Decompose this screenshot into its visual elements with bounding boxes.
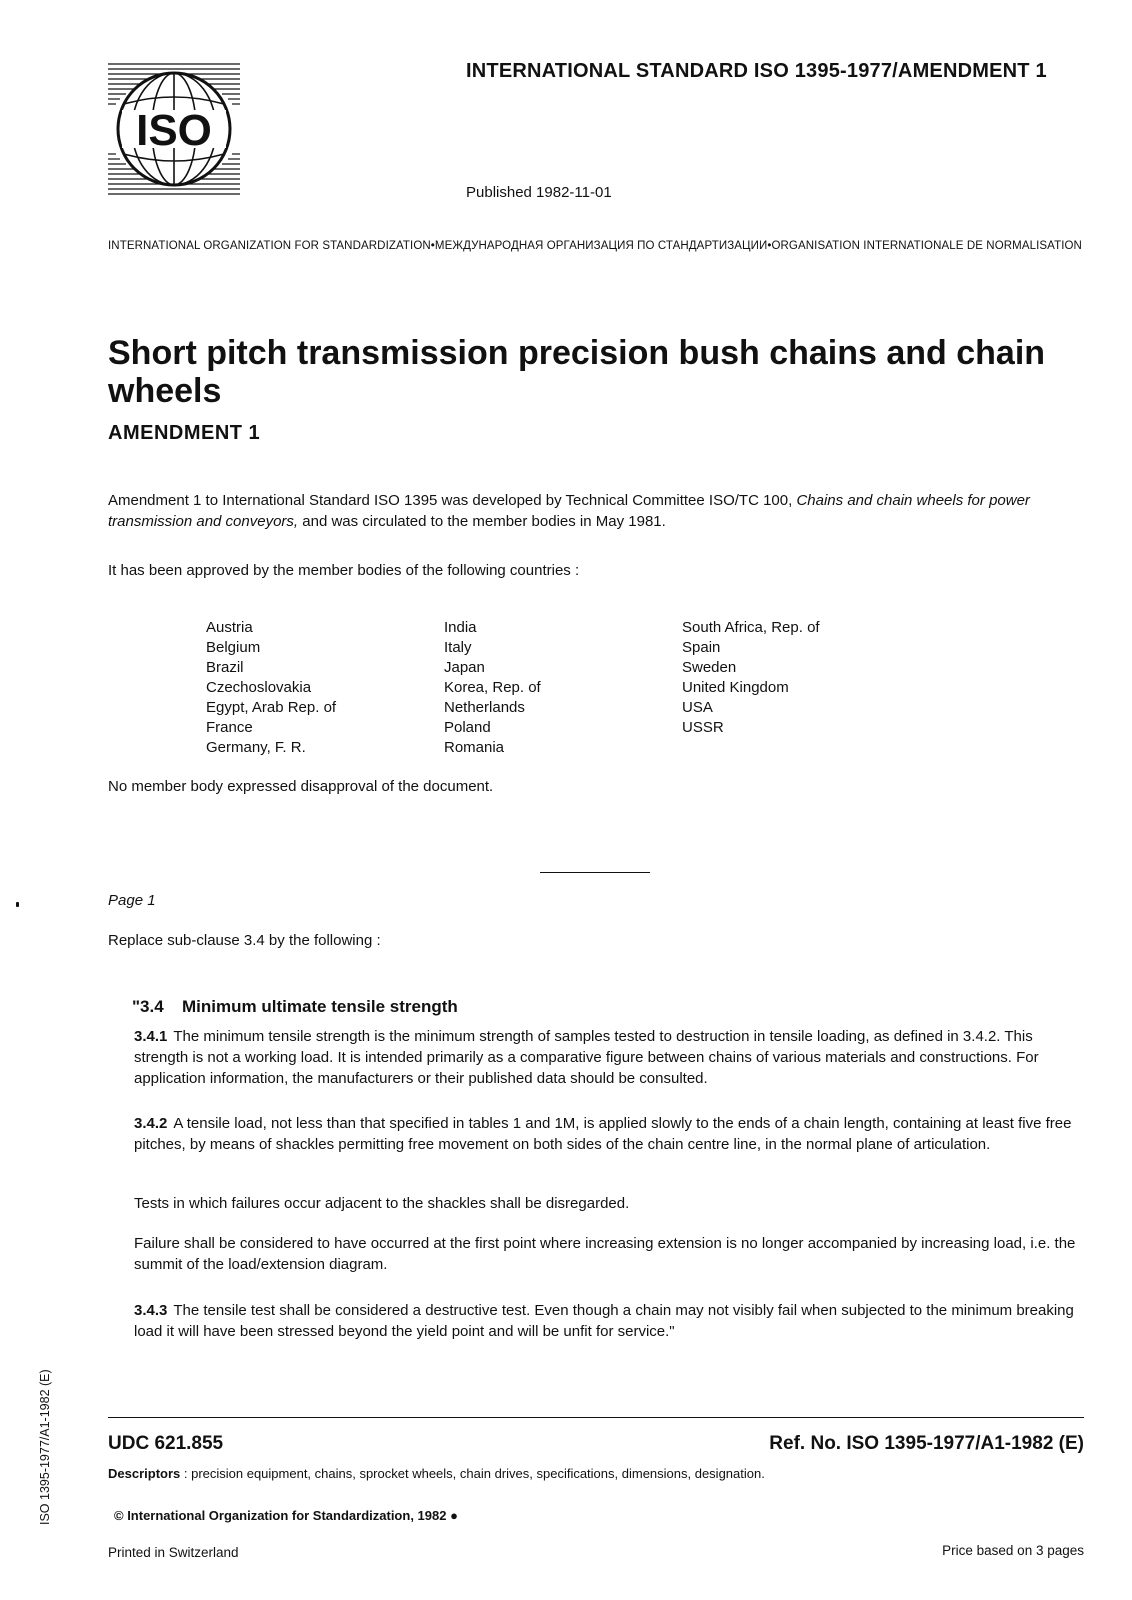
list-item: Italy bbox=[444, 639, 472, 656]
clause-3-4-1 bbox=[134, 1026, 1084, 1089]
approval-paragraph: It has been approved by the member bodies of the following countries : bbox=[108, 562, 580, 579]
list-item: Romania bbox=[444, 739, 505, 756]
replace-instruction: Replace sub-clause 3.4 by the following : bbox=[108, 932, 381, 949]
clause-text: The tensile test shall be considered a destructive test. Even though a chain may not visibly fail when subjected to the minimum breaking load it will have been stressed beyond the yield point and will be unfit for service." bbox=[134, 1302, 1074, 1340]
committee-title: Chains and chain wheels for power transmission and conveyors, bbox=[108, 492, 1030, 530]
iso-logo-text: ISO bbox=[136, 106, 212, 155]
country-column-3 bbox=[682, 618, 820, 738]
descriptors-text: : precision equipment, chains, sprocket wheels, chain drives, specifications, dimensions, designation. bbox=[180, 1466, 765, 1481]
copyright-notice: © International Organization for Standardization, 1982 ● bbox=[114, 1508, 458, 1523]
list-item: South Africa, Rep. of bbox=[682, 619, 820, 636]
list-item: Austria bbox=[206, 619, 253, 636]
list-item: Brazil bbox=[206, 659, 244, 676]
udc-code: UDC 621.855 bbox=[108, 1433, 224, 1454]
section-heading bbox=[132, 997, 458, 1017]
margin-mark bbox=[16, 902, 19, 907]
document-subtitle: AMENDMENT 1 bbox=[108, 422, 261, 444]
list-item: Netherlands bbox=[444, 699, 525, 716]
descriptors-label: Descriptors bbox=[108, 1466, 181, 1481]
descriptors bbox=[108, 1466, 765, 1481]
section-title: Minimum ultimate tensile strength bbox=[182, 997, 458, 1016]
clause-text: A tensile load, not less than that specified in tables 1 and 1M, is applied slowly to the ends of a chain length, containing at least five free pitches, by means of shackles permitting free movement on both sides of the chain centre line, in the normal plane of articulation. bbox=[134, 1115, 1072, 1153]
list-item: Czechoslovakia bbox=[206, 679, 312, 696]
organization-line: INTERNATIONAL ORGANIZATION FOR STANDARDIZATION•МЕЖДУНАРОДНАЯ ОРГАНИЗАЦИЯ ПО СТАНДАРТИЗАЦИИ•ORGANISATION INTERNATIONALE DE NORMALISATION bbox=[108, 240, 1082, 252]
list-item: India bbox=[444, 619, 477, 636]
list-item: Germany, F. R. bbox=[206, 739, 306, 756]
list-item: Egypt, Arab Rep. of bbox=[206, 699, 337, 716]
country-column-1 bbox=[206, 618, 336, 758]
published-date: Published 1982-11-01 bbox=[466, 184, 612, 201]
clause-number: 3.4.3 bbox=[134, 1302, 168, 1319]
clause-3-4-2 bbox=[134, 1113, 1084, 1155]
list-item: Belgium bbox=[206, 639, 261, 656]
footer-divider bbox=[108, 1417, 1084, 1418]
list-item: France bbox=[206, 719, 253, 736]
clause-number: 3.4.1 bbox=[134, 1028, 168, 1045]
clause-number: 3.4.2 bbox=[134, 1115, 168, 1132]
document-title: Short pitch transmission precision bush chains and chain wheels bbox=[108, 334, 1046, 410]
list-item: Korea, Rep. of bbox=[444, 679, 541, 696]
list-item: Sweden bbox=[682, 659, 737, 676]
reference-number: Ref. No. ISO 1395-1977/A1-1982 (E) bbox=[769, 1433, 1084, 1454]
clause-paragraph: Failure shall be considered to have occurred at the first point where increasing extension is no longer accompanied by increasing load, i.e. the summit of the load/extension diagram. bbox=[134, 1235, 1076, 1273]
list-item: USSR bbox=[682, 719, 724, 736]
disapproval-paragraph: No member body expressed disapproval of the document. bbox=[108, 778, 494, 795]
clause-paragraph: Tests in which failures occur adjacent to the shackles shall be disregarded. bbox=[134, 1195, 630, 1212]
intro-paragraph bbox=[108, 490, 1078, 532]
divider bbox=[540, 872, 650, 873]
page-reference: Page 1 bbox=[108, 892, 156, 909]
side-document-id: ISO 1395-1977/A1-1982 (E) bbox=[38, 1369, 52, 1525]
clause-text: The minimum tensile strength is the minimum strength of samples tested to destruction in tensile loading, as defined in 3.4.2. This strength is not a working load. It is intended primarily as a comparative figure between chains of various materials and constructions. For application information, the manufacturers or their published data should be consulted. bbox=[134, 1028, 1039, 1087]
list-item: United Kingdom bbox=[682, 679, 789, 696]
standard-id: INTERNATIONAL STANDARD ISO 1395-1977/AMENDMENT 1 bbox=[466, 60, 1047, 82]
section-number: "3.4 bbox=[132, 997, 164, 1016]
clause-3-4-3 bbox=[134, 1300, 1084, 1342]
intro-text-after: and was circulated to the member bodies in May 1981. bbox=[298, 513, 666, 530]
list-item: Japan bbox=[444, 659, 485, 676]
list-item: USA bbox=[682, 699, 713, 716]
country-column-2 bbox=[444, 618, 541, 758]
list-item: Poland bbox=[444, 719, 491, 736]
price-note: Price based on 3 pages bbox=[942, 1543, 1084, 1558]
printed-in: Printed in Switzerland bbox=[108, 1545, 239, 1560]
iso-logo bbox=[108, 60, 240, 198]
list-item: Spain bbox=[682, 639, 721, 656]
intro-text-before: Amendment 1 to International Standard ISO 1395 was developed by Technical Committee ISO/TC 100, bbox=[108, 492, 797, 509]
